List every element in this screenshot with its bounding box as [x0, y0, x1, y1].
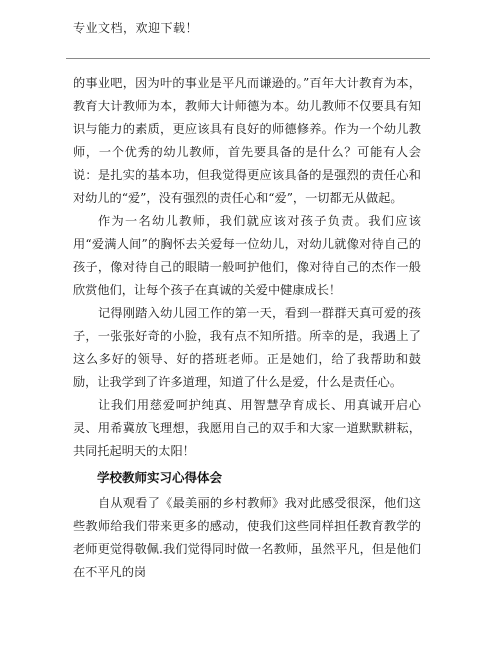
- paragraph-2: 作为一名幼儿教师，我们就应该对孩子负责。我们应该用“爱满人间”的胸怀去关爱每一位幼儿，对幼儿就像对待自己的孩子，像对待自己的眼睛一般呵护他们，像对待自己的杰作一般欣赏他们，让每个孩子在真诚的关爱中健康成长！: [73, 214, 421, 297]
- page-header: 专业文档，欢迎下载！: [73, 21, 199, 35]
- paragraph-1: 的事业吧，因为叶的事业是平凡而谦逊的。”百年大计教育为本，教育大计教师为本，教师大计师德为本。幼儿教师不仅要具有知识与能力的素质，更应该具有良好的师德修养。作为一个幼儿教师，一个优秀的幼儿教师，首先要具备的是什么？可能有人会说：是扎实的基本功，但我觉得更应该具备的是强烈的责任心和对幼儿的“爱”，没有强烈的责任心和“爱”，一切都无从做起。: [73, 76, 421, 205]
- document-body: [73, 72, 421, 584]
- section-paragraph: 自从观看了《最美丽的乡村教师》我对此感受很深，他们这些教师给我们带来更多的感动，使我们这些同样担任教育教学的老师更觉得敬佩.我们觉得同时做一名教师，虽然平凡，但是他们在不平凡的岗: [73, 496, 421, 579]
- section-title: 学校教师实习心得体会: [97, 470, 223, 485]
- paragraph-3: 记得刚踏入幼儿园工作的第一天，看到一群群天真可爱的孩子，一张张好奇的小脸，我有点不知所措。所幸的是，我遇上了这么多好的领导、好的搭班老师。正是她们，给了我帮助和鼓励，让我学到了许多道理，知道了什么是爱，什么是责任心。: [73, 306, 421, 389]
- paragraph-4: 让我们用慈爱呵护纯真、用智慧孕育成长、用真诚开启心灵、用希冀放飞理想，我愿用自己的双手和大家一道默默耕耘，共同托起明天的太阳！: [73, 398, 421, 458]
- header-divider: [66, 58, 430, 59]
